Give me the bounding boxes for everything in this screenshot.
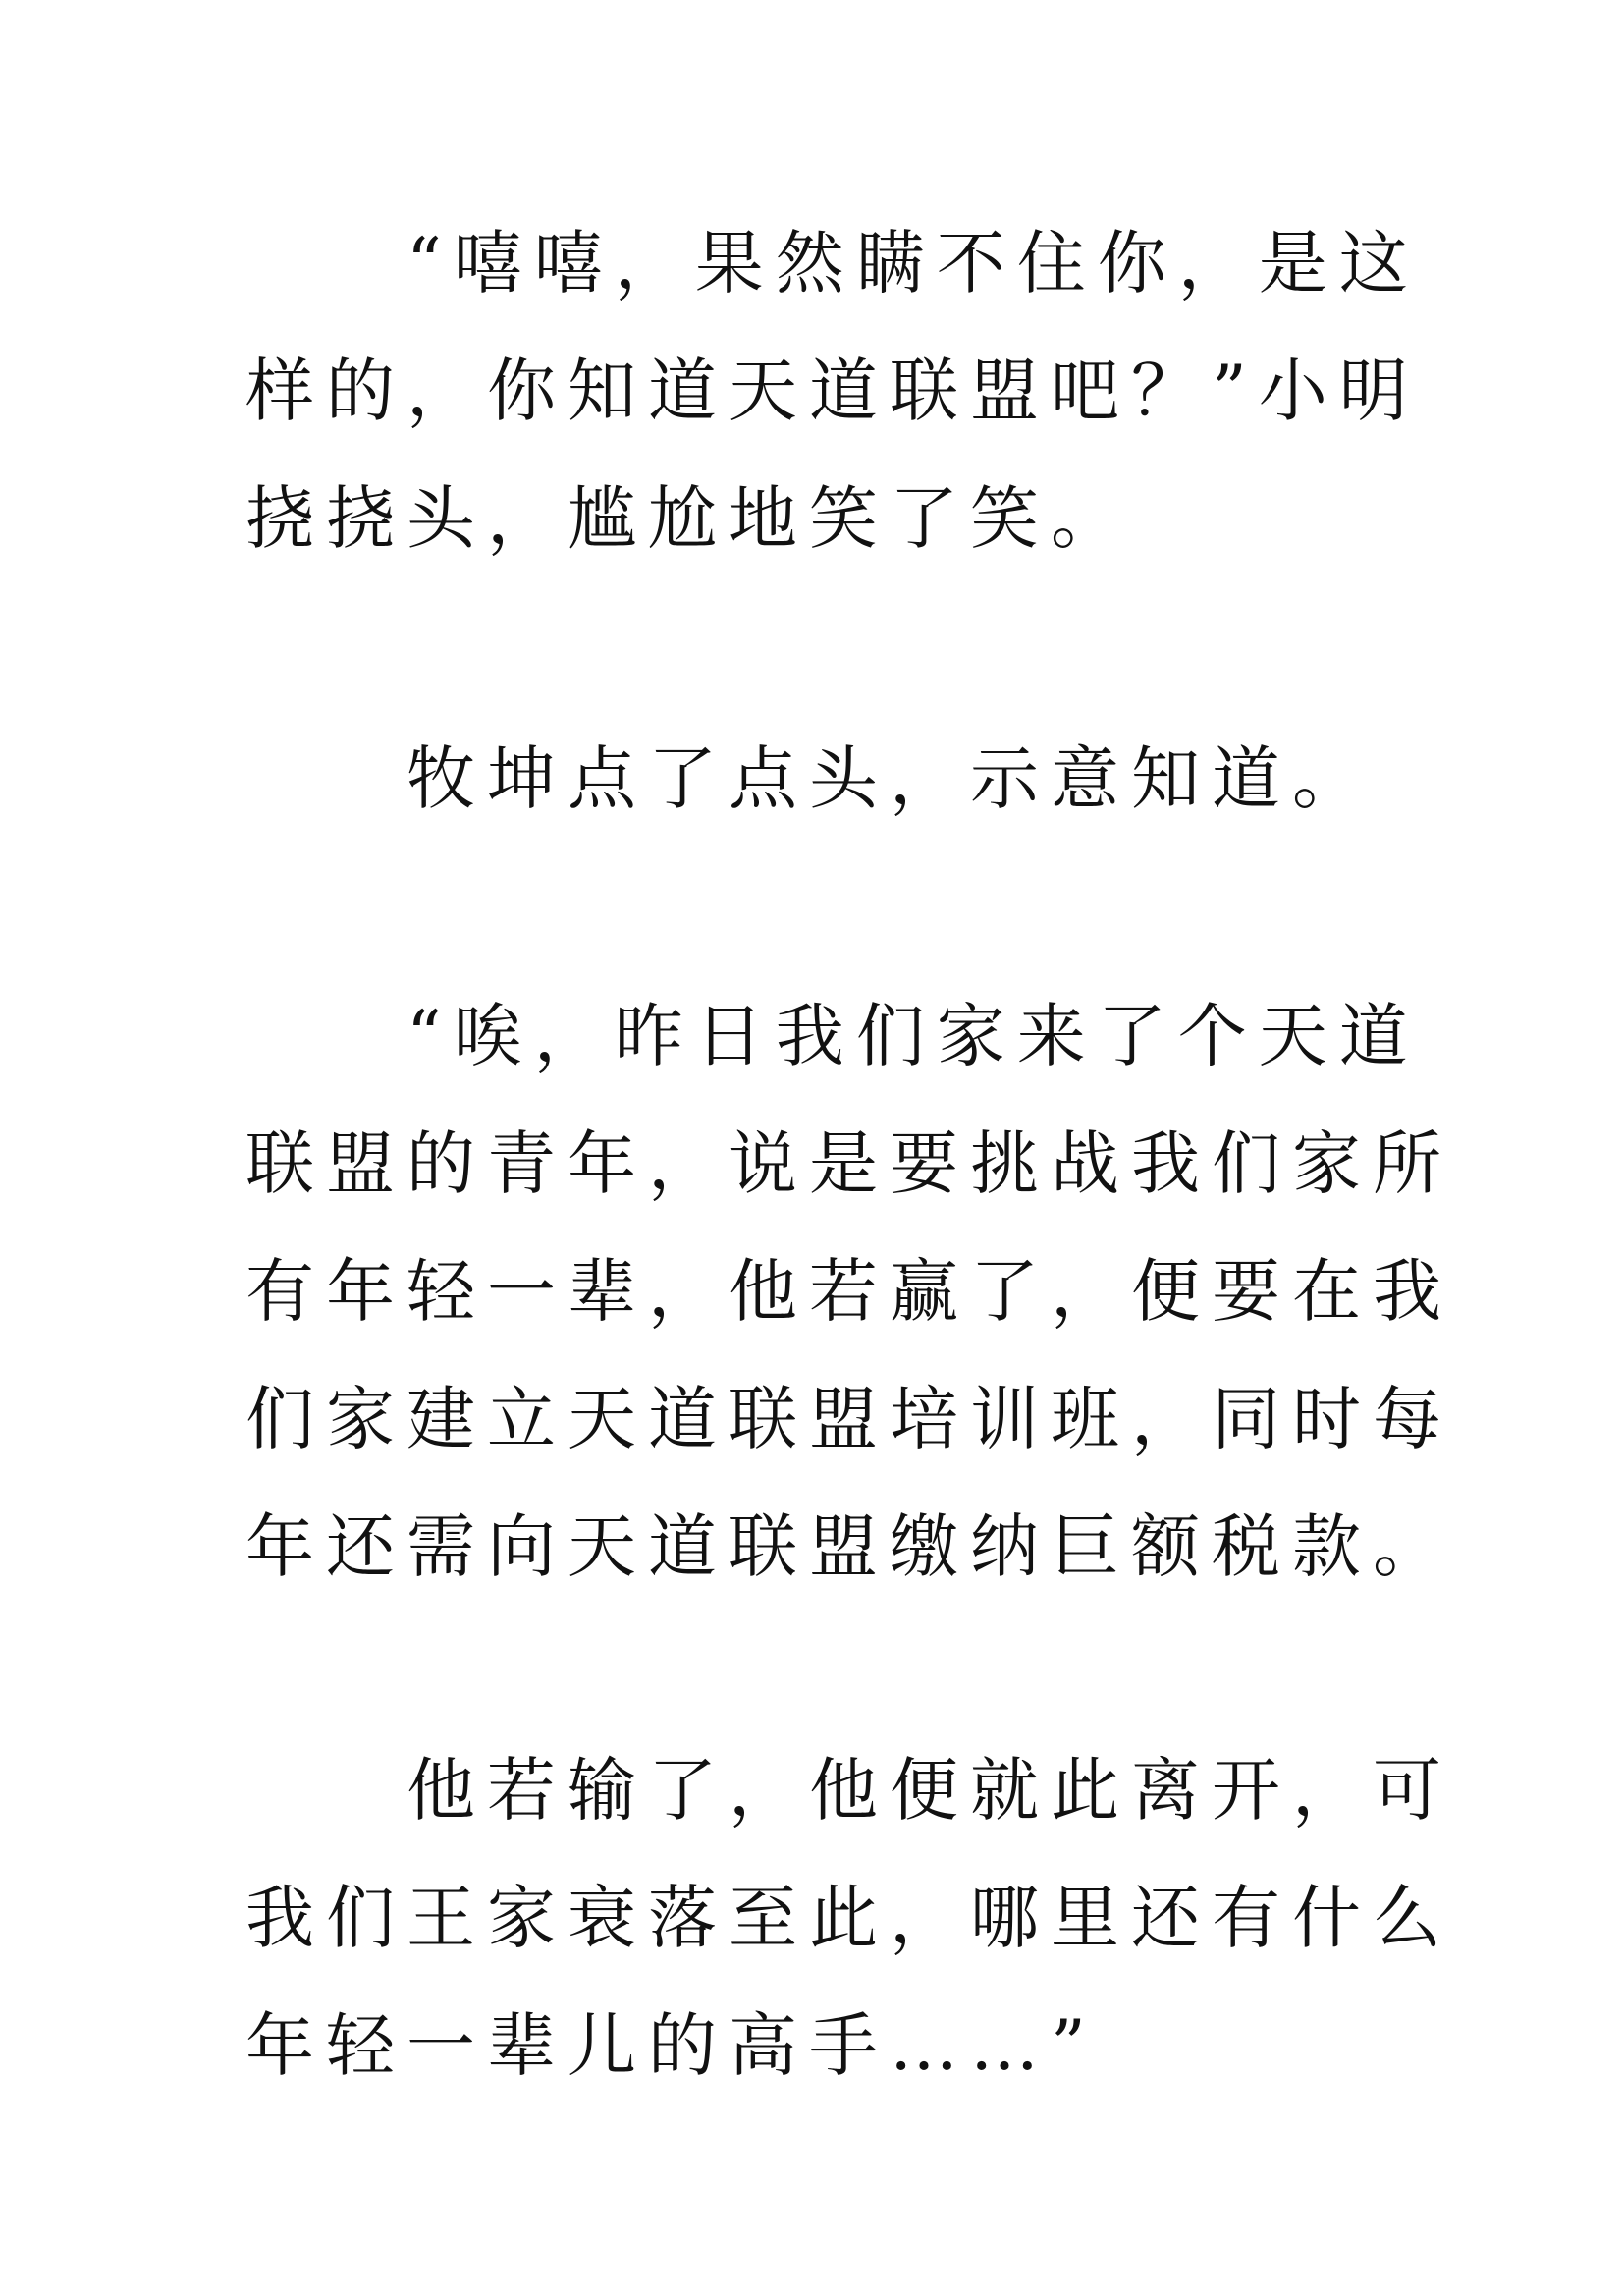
paragraph-line: 年还需向天道联盟缴纳巨额税款。 bbox=[245, 1506, 1453, 1587]
paragraph-line: 有年轻一辈，他若赢了，便要在我 bbox=[245, 1251, 1453, 1332]
paragraph-line: 我们王家衰落至此，哪里还有什么 bbox=[245, 1878, 1453, 1958]
paragraph-line: 挠挠头，尴尬地笑了笑。 bbox=[245, 478, 1131, 559]
paragraph-line: “嘻嘻，果然瞒不住你，是这 bbox=[245, 223, 1420, 303]
paragraph-2 bbox=[245, 715, 1384, 843]
paragraph-line: 他若输了，他便就此离开，可 bbox=[245, 1750, 1453, 1831]
paragraph-line: 们家建立天道联盟培训班，同时每 bbox=[245, 1379, 1453, 1459]
paragraph-line: “唉，昨日我们家来了个天道 bbox=[245, 996, 1420, 1076]
paragraph-line: 牧坤点了点头，示意知道。 bbox=[245, 738, 1373, 819]
paragraph-line: 联盟的青年，说是要挑战我们家所 bbox=[245, 1123, 1453, 1204]
paragraph-line: 年轻一辈儿的高手……” bbox=[245, 2005, 1098, 2086]
paragraph-1 bbox=[245, 199, 1420, 582]
paragraph-3 bbox=[245, 972, 1453, 1611]
paragraph-4 bbox=[245, 1726, 1453, 2109]
paragraph-line: 样的，你知道天道联盟吧？”小明 bbox=[245, 351, 1420, 431]
